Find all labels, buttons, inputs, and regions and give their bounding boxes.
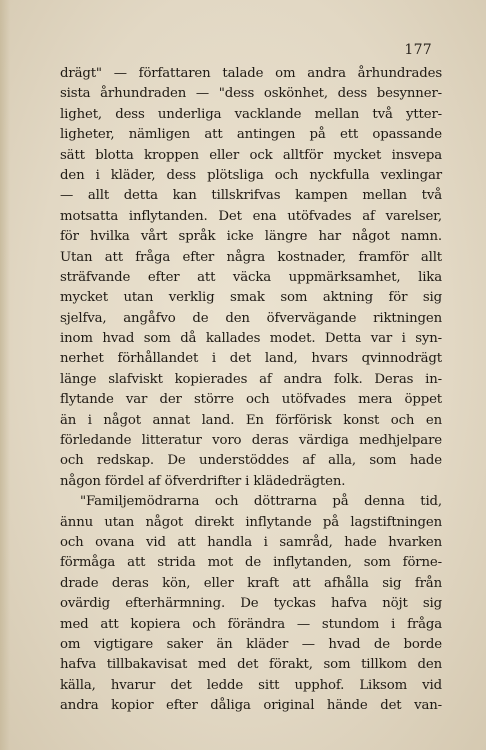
text-line: för hvilka vårt språk icke längre har något namn. — [60, 229, 442, 245]
text-line: källa, hvarur det ledde sitt upphof. Liksom vid — [60, 677, 442, 693]
text-line: än i något annat land. En förförisk konst och en — [60, 412, 442, 428]
text-line: Utan att fråga efter några kostnader, framför allt — [60, 249, 442, 265]
text-line: sjelfva, angåfvo de den öfvervägande riktningen — [60, 310, 442, 326]
text-line: inom hvad som då kallades modet. Detta var i syn- — [60, 331, 442, 347]
text-line: "Familjemödrarna och döttrarna på denna tid, — [80, 494, 442, 510]
text-line: drägt" — författaren talade om andra århundrades — [60, 66, 442, 81]
text-line: mycket utan verklig smak som aktning för sig — [60, 290, 442, 306]
text-line: sträfvande efter att väcka uppmärksamhet, lika — [60, 269, 442, 285]
text-line: motsatta inflytanden. Det ena utöfvades af varelser, — [60, 208, 442, 224]
page-gutter-shadow — [0, 0, 10, 750]
text-line: ännu utan något direkt inflytande på lagstiftningen — [60, 514, 442, 530]
text-line: ligheter, nämligen att antingen på ett opassande — [60, 127, 442, 143]
text-line: hafva tillbakavisat med det förakt, som tillkom den — [60, 657, 442, 673]
text-line: någon fördel af öfverdrifter i klädedrägten. — [60, 473, 346, 489]
text-line: — allt detta kan tillskrifvas kampen mellan två — [60, 188, 442, 204]
text-line: med att kopiera och förändra — stundom i fråga — [60, 616, 442, 632]
text-line: länge slafviskt kopierades af andra folk. Deras in- — [60, 371, 442, 387]
text-line: förmåga att strida mot de inflytanden, som förne- — [60, 555, 442, 571]
text-line: drade deras kön, eller kraft att afhålla sig från — [60, 575, 442, 591]
text-line: och redskap. De understöddes af alla, som hade — [60, 453, 442, 469]
text-line: flytande var der större och utöfvades mera öppet — [60, 392, 442, 408]
body-text — [60, 64, 442, 717]
text-line: nerhet förhållandet i det land, hvars qvinnodrägt — [60, 351, 442, 367]
text-line: sätt blotta kroppen eller ock alltför mycket insvepa — [60, 147, 442, 163]
text-line: och ovana vid att handla i samråd, hade hvarken — [60, 534, 442, 550]
text-line: sista århundraden — "dess oskönhet, dess besynner- — [60, 86, 442, 102]
text-line: lighet, dess underliga vacklande mellan två ytter- — [60, 106, 442, 122]
text-line: andra kopior efter dåliga original hände det van- — [60, 698, 442, 714]
text-line: förledande litteratur voro deras värdiga medhjelpare — [60, 433, 442, 449]
page-number: 177 — [404, 42, 432, 58]
text-line: om vigtigare saker än kläder — hvad de borde — [60, 636, 442, 652]
text-line: ovärdig efterhärmning. De tyckas hafva nöjt sig — [60, 596, 442, 612]
text-line: den i kläder, dess plötsliga och nyckfulla vexlingar — [60, 167, 442, 183]
